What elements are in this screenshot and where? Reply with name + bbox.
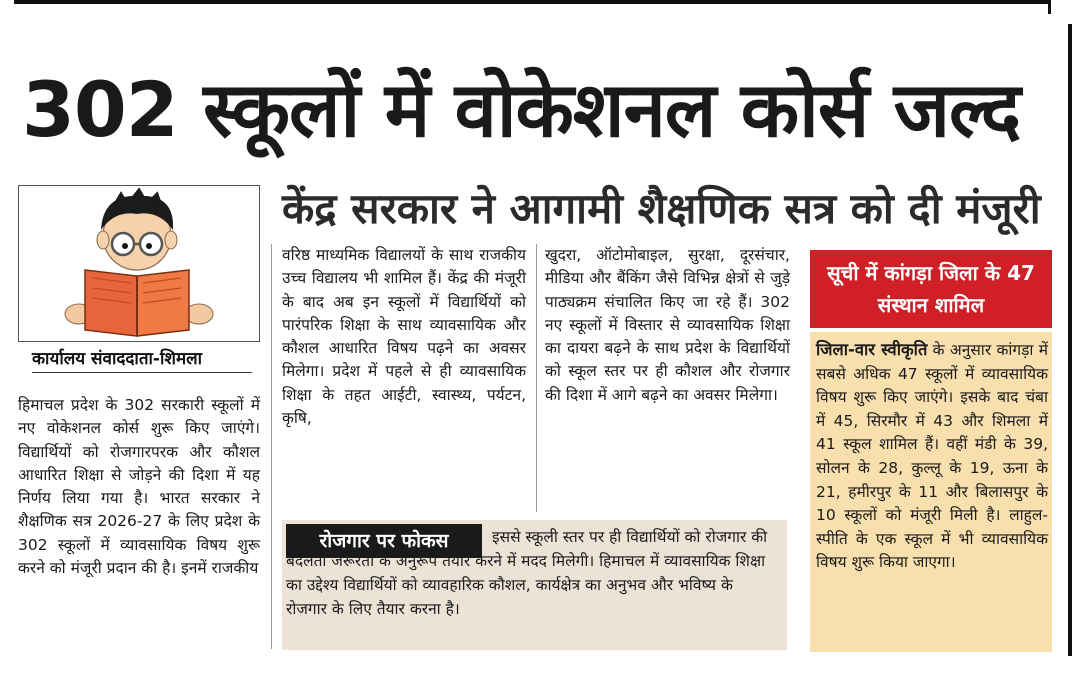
sidebar-text xyxy=(816,338,1048,648)
right-border-rule xyxy=(1068,24,1072,656)
reporter-photo xyxy=(18,185,260,342)
article-column-2: वरिष्ठ माध्यमिक विद्यालयों के साथ राजकीय उच्च विद्यालय भी शामिल हैं। केंद्र की मंजूरी के बाद अब इन स्कूलों में विद्यार्थियों को पारंपरिक शिक्षा के साथ व्यावसायिक और कौशल आधारित विषय पढ़ने का अवसर मिलेगा। प्रदेश में पहले से ही व्यावसायिक शिक्षा के तहत आईटी, स्वास्थ्य, पर्यटन, कृषि, xyxy=(282,246,526,428)
sidebar-lead: जिला-वार स्वीकृति xyxy=(816,340,928,359)
headline: 302 स्कूलों में वोकेशनल कोर्स जल्द xyxy=(22,65,1021,154)
article-column-1: हिमाचल प्रदेश के 302 सरकारी स्कूलों में नए वोकेशनल कोर्स शुरू किए जाएंगे। विद्यार्थियों को रोजगारपरक और कौशल आधारित शिक्षा से जोड़ने की दिशा में यह निर्णय लिया गया है। भारत सरकार ने शैक्षणिक सत्र 2026-27 के लिए प्रदेश के 302 स्कूलों में व्यावसायिक विषय शुरू करने को मंजूरी प्रदान की है। इनमें राजकीय xyxy=(18,396,260,578)
byline: कार्यालय संवाददाता-शिमला xyxy=(32,346,252,373)
article-column-3: खुदरा, ऑटोमोबाइल, सुरक्षा, दूरसंचार, मीडिया और बैंकिंग जैसे विभिन्न क्षेत्रों से जुड़े पाठ्यक्रम संचालित किए जा रहे हैं। 302 नए स्कूलों में विस्तार से व्यावसायिक शिक्षा का दायरा बढ़ने के साथ प्रदेश के विद्यार्थियों को स्कूल स्तर पर ही कौशल और रोजगार की दिशा में आगे बढ़ने का अवसर मिलेगा। xyxy=(545,246,790,404)
reading-cartoon-icon xyxy=(19,186,259,341)
subheadline: केंद्र सरकार ने आगामी शैक्षणिक सत्र को दी मंजूरी xyxy=(282,184,1041,233)
sidebar-heading: सूची में कांगड़ा जिला के 47 संस्थान शामिल xyxy=(810,250,1052,328)
column-divider xyxy=(536,244,537,512)
column-divider xyxy=(271,244,272,649)
sidebar-body: के अनुसार कांगड़ा में सबसे अधिक 47 स्कूलों में व्यावसायिक विषय शुरू किए जाएंगे। इसके बाद चंबा में 45, सिरमौर में 43 और शिमला में 41 स्कूल शामिल हैं। वहीं मंडी के 39, सोलन के 28, कुल्लू के 19, ऊना के 21, हमीरपुर के 11 और बिलासपुर के 10 स्कूलों को मंजूरी मिली है। लाहुल-स्पीति के एक स्कूल में भी व्यावसायिक विषय शुरू किया जाएगा। xyxy=(816,341,1048,572)
top-rule xyxy=(14,0,1048,4)
focus-text xyxy=(286,525,776,647)
corner-rule xyxy=(1048,0,1051,14)
focus-tag: रोजगार पर फोकस xyxy=(286,524,482,558)
focus-body: इससे स्कूली स्तर पर ही विद्यार्थियों को रोजगार की बदलती जरूरतों के अनुरूप तैयार करने में मदद मिलेगी। हिमाचल में व्यावसायिक शिक्षा का उद्देश्य विद्यार्थियों को व्यावहारिक कौशल, कार्यक्षेत्र का अनुभव और भविष्य के रोजगार के लिए तैयार करना है। xyxy=(286,528,768,618)
